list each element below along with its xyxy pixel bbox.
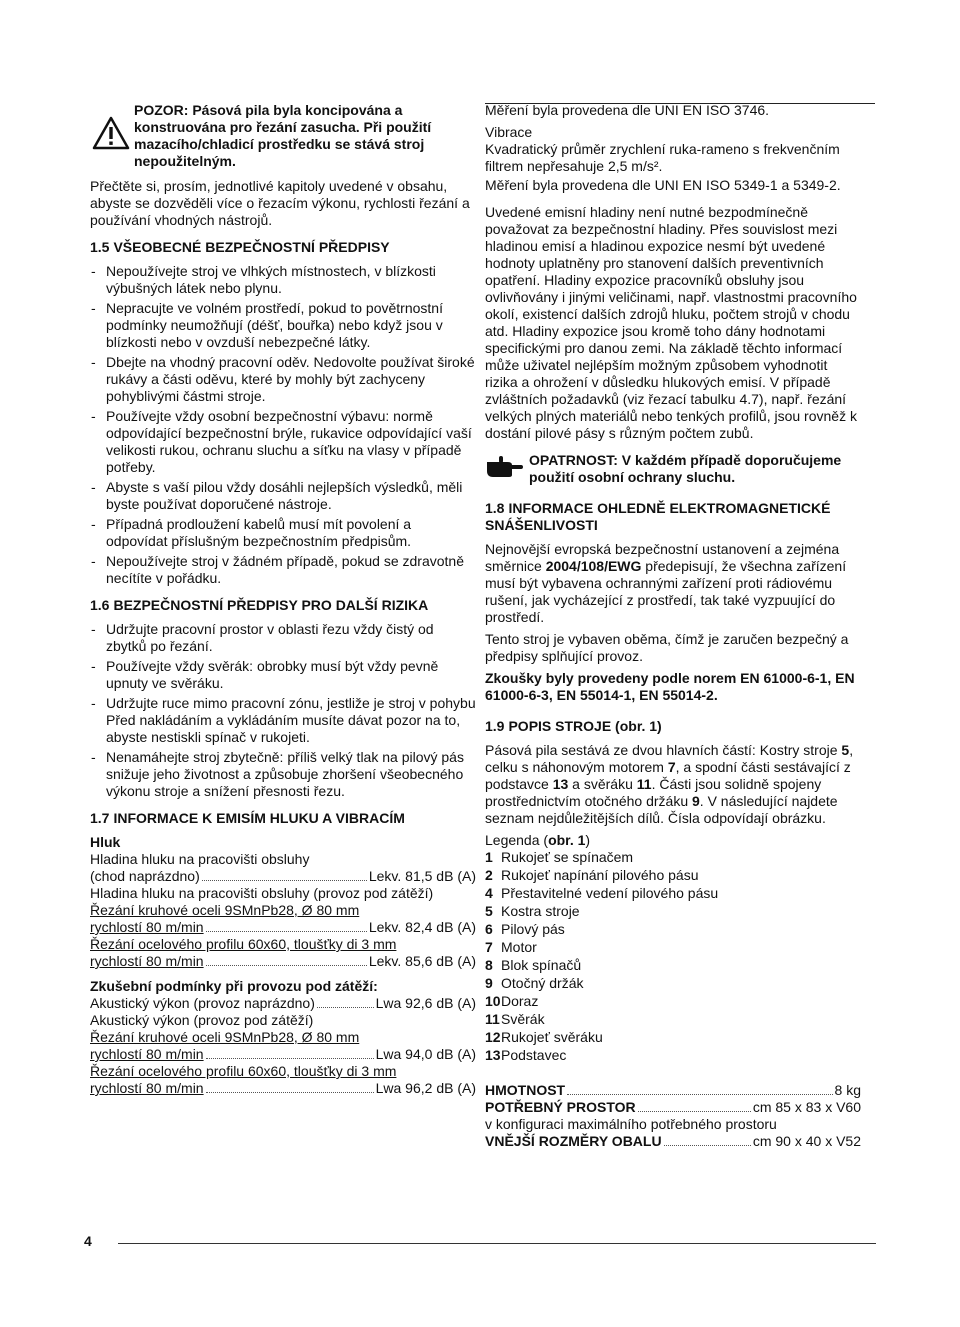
spec-block bbox=[485, 1082, 861, 1150]
list-item: - Používejte vždy osobní bezpečnostní výbavu: normě odpovídající bezpečnostní brýle, rukavice odpovídající vaší velikosti rukou, ochranu sluchu a síťku na vlasy v případě potřeby. bbox=[90, 408, 476, 476]
vibration-measured: Měření byla provedena dle UNI EN ISO 5349-1 a 5349-2. bbox=[485, 177, 841, 193]
pointing-hand-icon bbox=[485, 454, 523, 478]
section-1-9-heading: 1.9 POPIS STROJE (obr. 1) bbox=[485, 718, 662, 734]
list-item: 5 Kostra stroje bbox=[485, 903, 580, 919]
list-item: - Používejte vždy svěrák: obrobky musí být vždy pevně upnuty ve svěráku. bbox=[90, 658, 476, 692]
noise-line: Hladina hluku na pracovišti obsluhy (provoz pod zátěží) bbox=[90, 885, 434, 901]
page-number: 4 bbox=[84, 1233, 92, 1249]
vibration-title: Vibrace bbox=[485, 124, 533, 140]
noise-line: Hladina hluku na pracovišti obsluhy bbox=[90, 851, 310, 867]
section-1-8-heading: 1.8 INFORMACE OHLEDNĚ ELEKTROMAGNETICKÉ SNÁŠENLIVOSTI bbox=[485, 500, 831, 533]
noise-value-row: (chod naprázdno) Lekv. 81,5 dB (A) bbox=[90, 868, 476, 884]
list-item: - Nepracujte ve volném prostředí, pokud to povětrnostní podmínky neumožňují (déšť, bouřka) nebo když jsou v blízkosti nebo v ovzduší nebezpečné látky. bbox=[90, 300, 476, 351]
section-1-7-heading: 1.7 INFORMACE K EMISÍM HLUKU A VIBRACÍM bbox=[90, 810, 405, 826]
list-item: 12Rukojeť svěráku bbox=[485, 1029, 603, 1045]
list-item: - Nenamáhejte stroj zbytečně: příliš velký tlak na pilový pás snižuje jeho životnost a způsobuje zhoršení všeobecného výkonu stroje a snížení přesnosti řezu. bbox=[90, 749, 476, 800]
noise-block bbox=[90, 834, 476, 970]
test-title: Zkušební podmínky při provozu pod zátěží: bbox=[90, 978, 378, 994]
section-1-5-list bbox=[90, 263, 476, 587]
list-item: 1 Rukojeť se spínačem bbox=[485, 849, 634, 865]
emc-paragraph: Nejnovější evropská bezpečnostní ustanovení a zejména směrnice 2004/108/EWG předepisují, že všechna zařízení musí být vybavena ochrannými zařízení proti rádiovému rušení, jak vycházející z prostředí, tak také vyzpuující do prostředí. bbox=[485, 541, 847, 625]
footer-rule bbox=[118, 1243, 876, 1244]
list-item: - Dbejte na vhodný pracovní oděv. Nedovolte používat široké rukávy a části oděvu, které by mohly být zachyceny pohyblivými částmi stroje. bbox=[90, 354, 476, 405]
right-column bbox=[485, 102, 861, 1150]
emc-standards: Zkoušky byly provedeny podle norem EN 61000-6-1, EN 61000-6-3, EN 55014-1, EN 55014-2. bbox=[485, 670, 855, 703]
emc-paragraph: Tento stroj je vybaven oběma, čímž je zaručen bezpečný a předpisy splňující provoz. bbox=[485, 631, 849, 664]
list-item: 7 Motor bbox=[485, 939, 537, 955]
list-item: - Udržujte ruce mimo pracovní zónu, jestliže je stroj v pohybu Před nakládáním a vykládáním musíte dávat pozor na to, abyste nestiskli spínač v rukojeti. bbox=[90, 695, 476, 746]
list-item: 2 Rukojeť napínání pilového pásu bbox=[485, 867, 699, 883]
spec-space-row: POTŘEBNÝ PROSTOR cm 85 x 83 x V60 bbox=[485, 1099, 861, 1115]
power-value-row: Akustický výkon (provoz naprázdno) Lwa 92,6 dB (A) bbox=[90, 995, 476, 1011]
list-item: 13Podstavec bbox=[485, 1047, 567, 1063]
spec-space-note: v konfiguraci maximálního potřebného prostoru bbox=[485, 1116, 777, 1132]
power-line: Řezání ocelového profilu 60x60, tloušťky di 3 mm bbox=[90, 1063, 397, 1079]
warning-block bbox=[90, 102, 476, 170]
list-item: - Nepoužívejte stroj v žádném případě, pokud se zdravotně necítíte v pořádku. bbox=[90, 553, 476, 587]
left-column bbox=[90, 102, 476, 1097]
warning-triangle-icon bbox=[92, 116, 130, 150]
noise-line: Řezání ocelového profilu 60x60, tloušťky di 3 mm bbox=[90, 936, 397, 952]
machine-description: Pásová pila sestává ze dvou hlavních částí: Kostry stroje 5, celku s náhonovým motorem 7, a spodní části sestávající z podstavce 13 a svěráku 11. Části jsou solidně spojeny prostřednictvím otočného držáku 9. V následující najdete seznam nejdůležitějších dílů. Čísla odpovídají obrázku. bbox=[485, 742, 854, 826]
section-1-6-list bbox=[90, 621, 476, 800]
list-item: 9 Otočný držák bbox=[485, 975, 584, 991]
list-item: 6 Pilový pás bbox=[485, 921, 565, 937]
caution-block bbox=[485, 452, 861, 486]
list-item: - Udržujte pracovní prostor v oblasti řezu vždy čistý od zbytků po řezání. bbox=[90, 621, 476, 655]
warning-text: POZOR: Pásová pila byla koncipována a konstruována pro řezání zasucha. Při použití mazacího/chladicí prostředku se stává stroj nepoužitelným. bbox=[134, 102, 432, 169]
power-line: Řezání kruhové oceli 9SMnPb28, Ø 80 mm bbox=[90, 1029, 360, 1045]
noise-value-row: rychlostí 80 m/min Lekv. 82,4 dB (A) bbox=[90, 919, 476, 935]
list-item: - Případná prodloužení kabelů musí mít povolení a odpovídat příslušným bezpečnostním předpisům. bbox=[90, 516, 476, 550]
power-line: Akustický výkon (provoz pod zátěží) bbox=[90, 1012, 314, 1028]
test-conditions-block bbox=[90, 978, 476, 1097]
spec-outer-row: VNĚJŠÍ ROZMĚRY OBALU cm 90 x 40 x V52 bbox=[485, 1133, 861, 1149]
section-1-6-heading: 1.6 BEZPEČNOSTNÍ PŘEDPISY PRO DALŠÍ RIZIKA bbox=[90, 597, 429, 613]
list-item: 4 Přestavitelné vedení pilového pásu bbox=[485, 885, 719, 901]
power-value-row: rychlostí 80 m/min Lwa 96,2 dB (A) bbox=[90, 1080, 476, 1096]
legend-list bbox=[485, 849, 861, 1064]
section-1-5-heading: 1.5 VŠEOBECNÉ BEZPEČNOSTNÍ PŘEDPISY bbox=[90, 239, 390, 255]
emission-text: Uvedené emisní hladiny není nutné bezpodmínečně považovat za bezpečnostní hladiny. Přes souvislost mezi hladinou emisí a hladinou expozice nesmí být uvedené hodnoty uplatněny pro stanovení dalších preventivních opatření. Hladiny expozice pracovníků obsluhy jsou ovlivňovány i jinými veličinami, např. vlastnostmi pracovního okolí, existencí dalších zdrojů hluku, počtem strojů v chodu atd. Hladiny expozice jsou kromě toho dány hodnotami specifickými pro danou zemi. Na základě těchto informací může uživatel nejlépším možným způsobem vyhodnotit rizika a ohrožení v důsledku hlukových emisí. V případě zvláštních požadavků (viz řezací tabulku 4.7), např. řezání velkých plných materiálů nebo tenkých profilů, jsou rovněž k dostání pilové pásy s různým počtem zubů. bbox=[485, 204, 857, 441]
intro-text: Přečtěte si, prosím, jednotlivé kapitoly uvedené v obsahu, abyste se dozvěděli více o řezacím výkonu, rychlosti řezání a používání vhodných nástrojů. bbox=[90, 178, 470, 228]
noise-value-row: rychlostí 80 m/min Lekv. 85,6 dB (A) bbox=[90, 953, 476, 969]
list-item: - Abyste s vaší pilou vždy dosáhli nejlepších výsledků, měli byste používat doporučené nástroje. bbox=[90, 479, 476, 513]
noise-line: Řezání kruhové oceli 9SMnPb28, Ø 80 mm bbox=[90, 902, 360, 918]
spec-weight-row: HMOTNOST 8 kg bbox=[485, 1082, 861, 1098]
caution-text: OPATRNOST: V každém případě doporučujeme použití osobní ochrany sluchu. bbox=[529, 452, 842, 485]
noise-title: Hluk bbox=[90, 834, 121, 850]
list-item: 11Svěrák bbox=[485, 1011, 545, 1027]
legend-title: Legenda (obr. 1) bbox=[485, 832, 591, 848]
power-value-row: rychlostí 80 m/min Lwa 94,0 dB (A) bbox=[90, 1046, 476, 1062]
list-item: - Nepoužívejte stroj ve vlhkých místnostech, v blízkosti výbušných látek nebo plynu. bbox=[90, 263, 476, 297]
measured-text: Měření byla provedena dle UNI EN ISO 3746. bbox=[485, 102, 770, 118]
list-item: 10Doraz bbox=[485, 993, 539, 1009]
list-item: 8 Blok spínačů bbox=[485, 957, 582, 973]
vibration-text: Kvadratický průměr zrychlení ruka-rameno s frekvenčním filtrem nepřesahuje 2,5 m/s². bbox=[485, 141, 840, 174]
